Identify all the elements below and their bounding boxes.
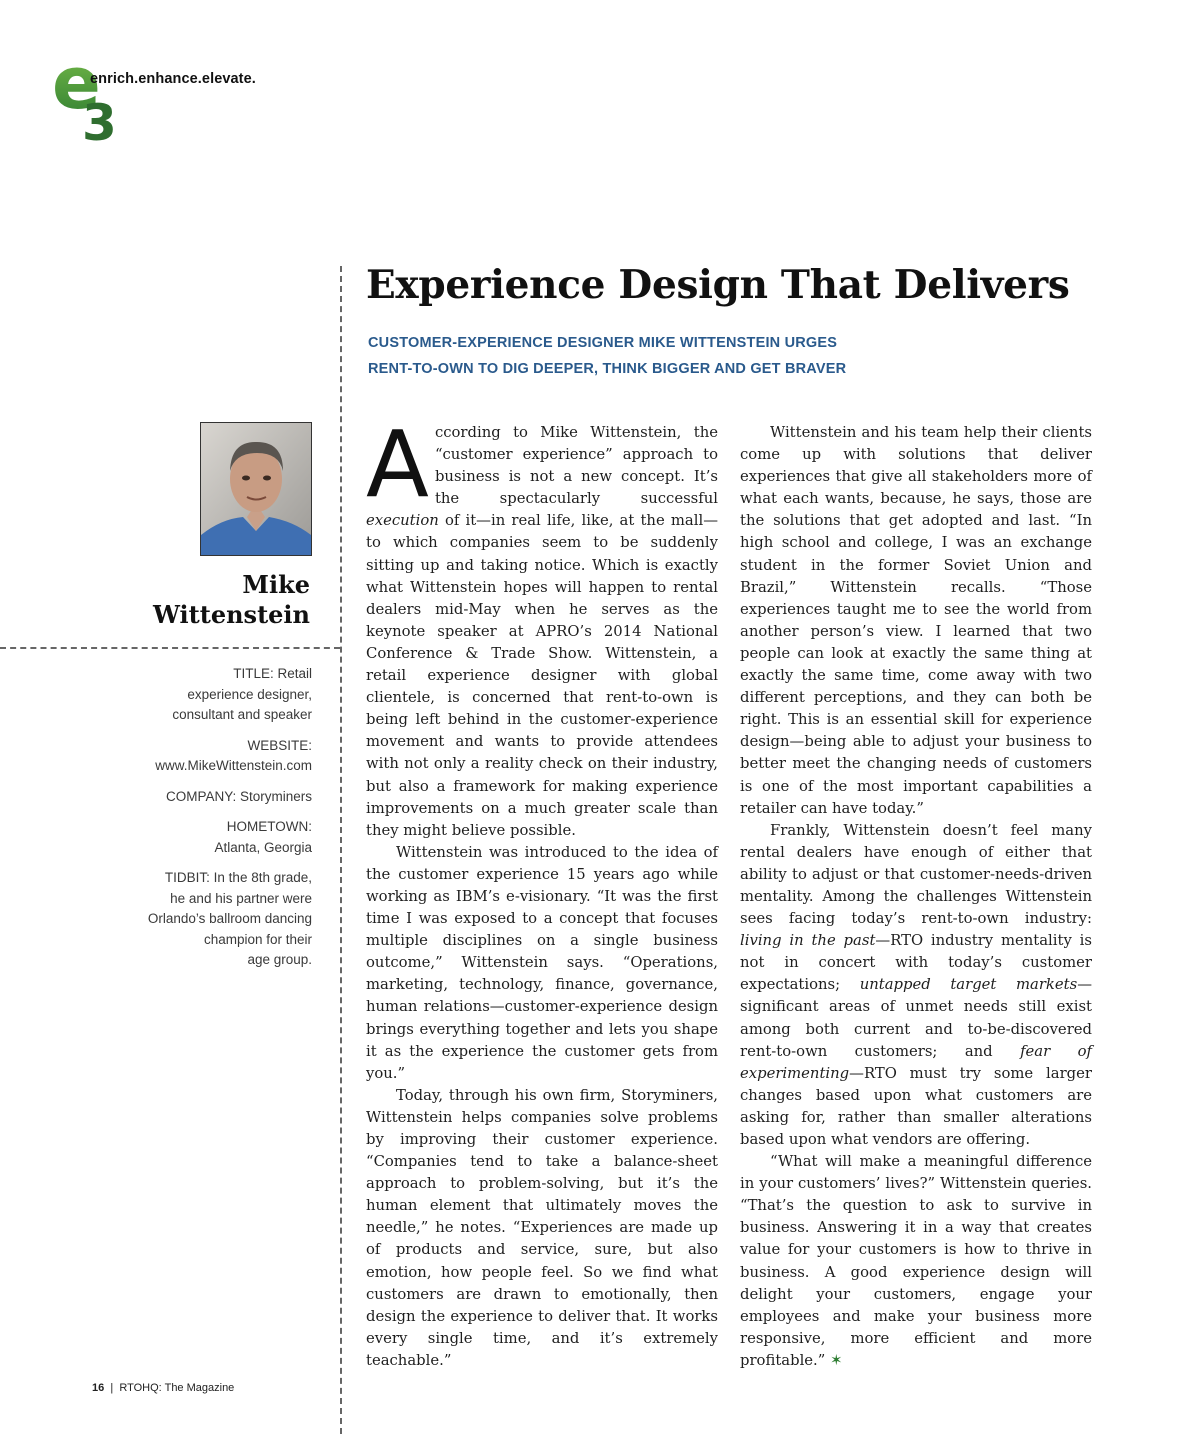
- fact-line: champion for their: [203, 931, 312, 947]
- sidebar-divider: [0, 647, 340, 649]
- fact-line: Orlando’s ballroom dancing: [147, 911, 312, 926]
- body-text: —RTO must try some larger changes based upon what customers are asking for, rather than smaller alterations based upon what vendors are offering.: [740, 1064, 1092, 1148]
- fact-line: Atlanta, Georgia: [214, 839, 312, 855]
- body-text: ccording to Mike Wittenstein, the “customer experience” approach to business is not a new concept. It’s the spectacularly successful: [434, 424, 718, 508]
- fact-line: HOMETOWN:: [226, 819, 312, 834]
- fact-website: [92, 736, 312, 777]
- page-number: 16: [92, 1382, 105, 1394]
- fact-company: [92, 787, 312, 808]
- vertical-divider: [340, 266, 342, 1434]
- portrait-image: [201, 423, 311, 555]
- body-emphasis: execution: [366, 512, 439, 530]
- portrait-photo: [200, 422, 312, 556]
- article-column-1: [366, 411, 718, 1372]
- magazine-logo: [52, 52, 282, 147]
- drop-cap: A: [366, 411, 429, 518]
- footer-separator: |: [110, 1382, 114, 1394]
- logo-letter-e: e: [52, 52, 101, 125]
- fact-hometown: [92, 817, 312, 858]
- fact-line: WEBSITE:: [247, 737, 312, 753]
- body-paragraph: [366, 411, 718, 842]
- article-column-2: [740, 422, 1092, 1372]
- e3-logo-icon: [52, 52, 282, 147]
- end-mark-icon: ✶: [830, 1351, 843, 1369]
- article-deck: [368, 330, 846, 382]
- body-text: —RTO industry mentality is not in concert with today’s customer expectations;: [740, 932, 1092, 994]
- fact-line: COMPANY: Storyminers: [165, 788, 312, 804]
- body-paragraph: Wittenstein was introduced to the idea of the customer experience 15 years ago while working as IBM’s e-visionary. “It was the first time I was exposed to a concept that focuses multiple disciplines on a single business outcome,” Wittenstein says. “Operations, marketing, technology, finance, governance, human relations—customer-experience design brings everything together and lets you shape it as the experience the customer gets from you.”: [366, 843, 718, 1082]
- logo-letter-3: 3: [82, 94, 117, 147]
- fact-line: he and his partner were: [170, 890, 312, 906]
- body-text: of it—in real life, like, at the mall—to which companies seem to be suddenly sitting up and taking notice. Which is exactly what Wittenstein hopes will happen to rental dealers mid-May when he serves as the keynote speaker at APRO’s 2014 National Conference & Trade Show. Wittenstein, a retail experience designer with global clientele, is concerned that rent-to-own is being left behind in the customer-experience movement and wants to provide attendees with not only a reality check on their industry, but also a framework for making experience improvements on a much greater scale than they might believe possible.: [366, 512, 718, 839]
- logo-tagline: enrich.enhance.elevate.: [90, 71, 256, 87]
- body-emphasis: untapped target markets: [859, 976, 1078, 994]
- body-text: “What will make a meaningful difference in your customers’ lives?” Wittenstein queries. “That’s the question to ask to survive in business. Answering it in a way that creates value for your customers is how to thrive in business. A good experience design will delight your customers, engage your employees and make your business more responsive, more efficient and more profitable.”: [740, 1153, 1092, 1369]
- profile-name-line: Mike: [242, 570, 310, 599]
- body-emphasis: fear of experimenting: [740, 1042, 1092, 1082]
- body-paragraph: [740, 1151, 1092, 1372]
- body-paragraph: Wittenstein and his team help their clients come up with solutions that deliver experiences that give all stakeholders more of what each wants, because, he says, those are the solutions that get adopted and last. “In high school and college, I was an exchange student in the former Soviet Union and Brazil,” Wittenstein recalls. “Those experiences taught me to see the world from another person’s view. I learned that two people can look at exactly the same thing at exactly the same time, come away with two different perceptions, and they can both be right. This is an essential skill for experience design—being able to adjust your business to better meet the changing needs of customers is one of the most important capabilities a retailer can have today.”: [740, 424, 1092, 817]
- fact-line: experience designer,: [187, 686, 312, 702]
- profile-facts: [92, 664, 312, 981]
- fact-tidbit: [92, 868, 312, 971]
- fact-line: TITLE: Retail: [233, 666, 312, 681]
- fact-line: TIDBIT: In the 8th grade,: [164, 870, 312, 885]
- deck-line: RENT-TO-OWN TO DIG DEEPER, THINK BIGGER AND GET BRAVER: [368, 361, 847, 377]
- fact-line: consultant and speaker: [172, 707, 312, 722]
- body-text: Frankly, Wittenstein doesn’t feel many rental dealers have enough of either that ability to adjust or that customer-needs-driven mentality. Among the challenges Wittenstein sees facing today’s rent-to-own industry:: [740, 821, 1092, 928]
- body-emphasis: living in the past: [740, 932, 876, 950]
- body-text: —significant areas of unmet needs still exist among both current and to-be-discovered rent-to-own customers; and: [740, 976, 1092, 1060]
- fact-title: [92, 664, 312, 726]
- article-headline: Experience Design That Delivers: [366, 262, 1070, 308]
- profile-name: [153, 570, 310, 630]
- publication-name: RTOHQ: The Magazine: [119, 1382, 235, 1394]
- body-paragraph: [740, 820, 1092, 1151]
- body-paragraph: Today, through his own firm, Storyminers, Wittenstein helps companies solve problems by improving their customer experience. “Companies tend to take a balance-sheet approach to problem-solving, but it’s the human element that ultimately moves the needle,” he notes. “Experiences are made up of products and service, sure, but also emotion, how people feel. So we find what customers are drawn to emotionally, then design the experience to deliver that. It works every single time, and it’s extremely teachable.”: [366, 1086, 718, 1369]
- fact-line: www.MikeWittenstein.com: [155, 758, 312, 773]
- fact-line: age group.: [247, 952, 312, 967]
- page-footer: [92, 1382, 234, 1394]
- profile-name-line: Wittenstein: [153, 600, 310, 629]
- deck-line: CUSTOMER-EXPERIENCE DESIGNER MIKE WITTENSTEIN URGES: [368, 335, 838, 351]
